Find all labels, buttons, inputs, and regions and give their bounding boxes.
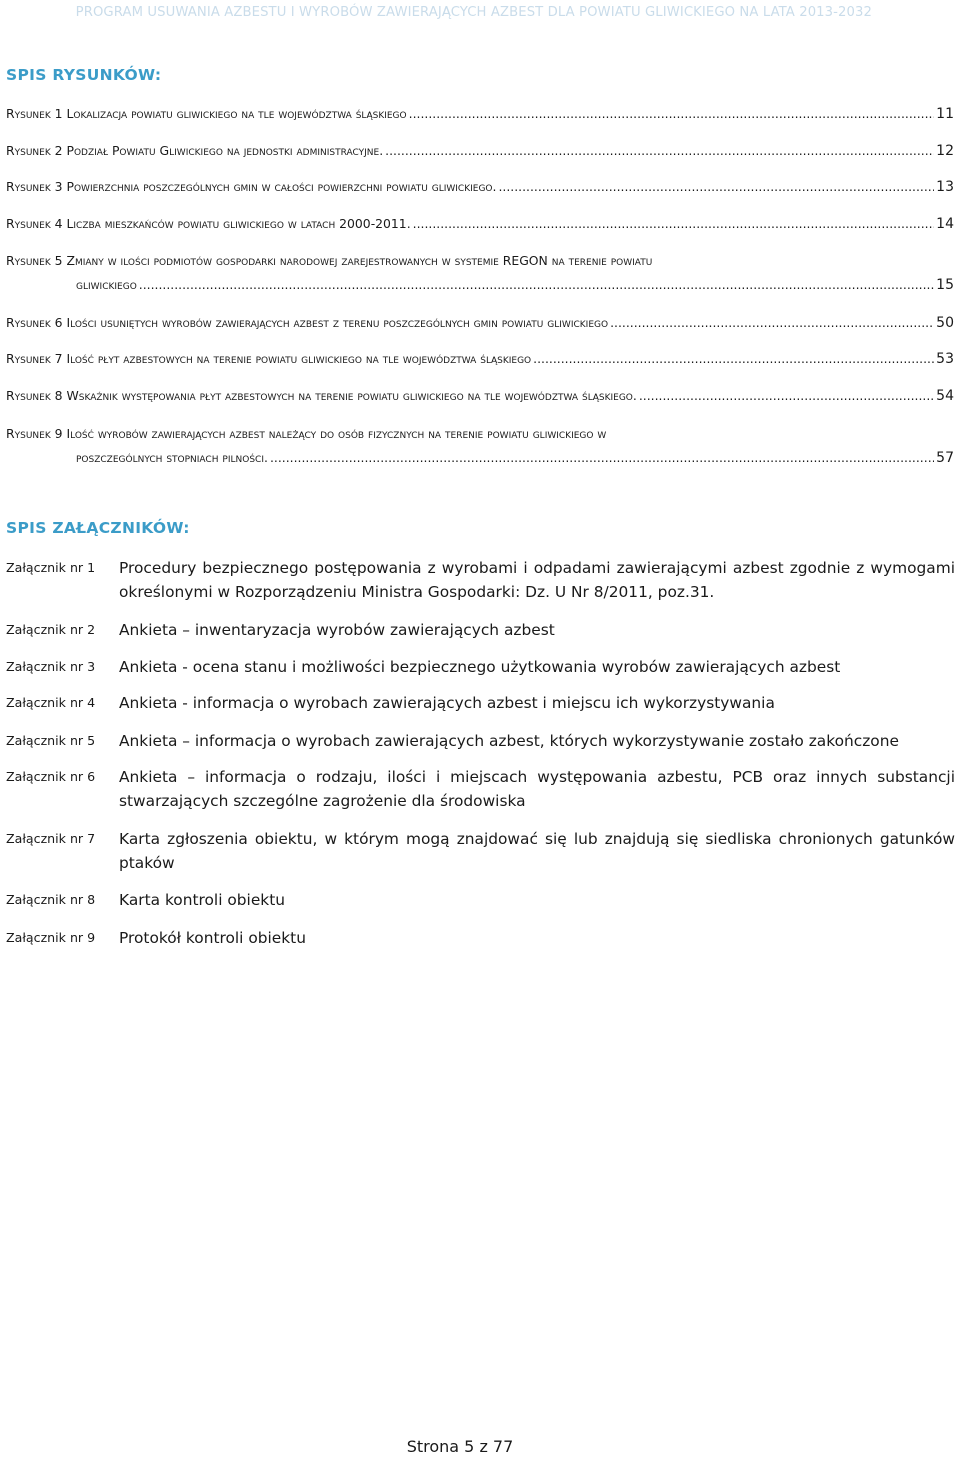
toc-entry-text: Rysunek 3 Powierzchnia poszczególnych gmin w całości powierzchni powiatu gliwickiego. xyxy=(6,179,497,194)
toc-page-number: 13 xyxy=(936,179,954,195)
toc-leader-dots xyxy=(610,311,934,335)
toc-page-number: 53 xyxy=(936,351,954,367)
toc-entry-figure-5[interactable] xyxy=(6,249,954,297)
toc-entry-text: Rysunek 9 Ilość wyrobów zawierających azbest należący do osób fizycznych na terenie powiatu gliwickiego w xyxy=(6,426,607,441)
attachment-label: Załącznik nr 3 xyxy=(6,659,96,674)
toc-entry-figure-2[interactable] xyxy=(6,139,954,163)
attachment-description: Ankieta - informacja o wyrobach zawierających azbest i miejscu ich wykorzystywania xyxy=(119,694,775,712)
toc-entry-figure-9[interactable] xyxy=(6,422,954,470)
toc-entry-continuation: poszczególnych stopniach pilności. xyxy=(76,450,268,465)
attachment-description: Ankieta - ocena stanu i możliwości bezpiecznego użytkowania wyrobów zawierających azbest xyxy=(119,658,841,676)
toc-entry-figure-7[interactable] xyxy=(6,347,954,371)
toc-leader-dots xyxy=(409,102,935,126)
attachment-label: Załącznik nr 6 xyxy=(6,769,96,784)
toc-leader-dots xyxy=(498,175,934,199)
toc-entry-continuation: gliwickiego xyxy=(76,277,137,292)
toc-entry-figure-1[interactable] xyxy=(6,102,954,126)
attachment-description: Procedury bezpiecznego postępowania z wyrobami i odpadami zawierającymi azbest zgodnie z wymogami określonymi w Rozporządzeniu Ministra Gospodarki: Dz. U Nr 8/2011, poz.31. xyxy=(119,559,955,601)
toc-entry-text: Rysunek 5 Zmiany w ilości podmiotów gospodarki narodowej zarejestrowanych w systemie REGON na terenie powiatu xyxy=(6,253,653,268)
toc-entry-text: Rysunek 4 Liczba mieszkańców powiatu gliwickiego w latach 2000-2011. xyxy=(6,216,411,231)
toc-leader-dots xyxy=(385,139,934,163)
toc-entry-text: Rysunek 2 Podział Powiatu Gliwickiego na jednostki administracyjne. xyxy=(6,143,384,158)
toc-entry-figure-6[interactable] xyxy=(6,311,954,335)
page-header xyxy=(0,0,960,30)
attachment-label: Załącznik nr 2 xyxy=(6,622,96,637)
attachment-description: Ankieta – informacja o wyrobach zawierających azbest, których wykorzystywanie zostało zakończone xyxy=(119,732,899,750)
toc-entry-figure-8[interactable] xyxy=(6,384,954,408)
toc-page-number: 50 xyxy=(936,315,954,331)
attachment-label: Załącznik nr 8 xyxy=(6,892,96,907)
toc-page-number: 15 xyxy=(936,277,954,293)
toc-leader-dots xyxy=(639,384,934,408)
toc-page-number: 14 xyxy=(936,216,954,232)
toc-entry-text: Rysunek 6 Ilości usuniętych wyrobów zawierających azbest z terenu poszczególnych gmin powiatu gliwickiego xyxy=(6,315,609,330)
toc-leader-dots xyxy=(413,212,935,236)
attachment-label: Załącznik nr 1 xyxy=(6,560,96,575)
attachment-label: Załącznik nr 9 xyxy=(6,930,96,945)
attachment-description: Karta zgłoszenia obiektu, w którym mogą znajdować się lub znajdują się siedliska chronionych gatunków ptaków xyxy=(119,830,955,872)
toc-leader-dots xyxy=(533,347,934,371)
page-footer xyxy=(0,1437,960,1456)
toc-entry-text: Rysunek 8 Wskaźnik występowania płyt azbestowych na terenie powiatu gliwickiego na tle województwa śląskiego. xyxy=(6,388,637,403)
attachments-heading: SPIS ZAŁĄCZNIKÓW: xyxy=(6,519,190,537)
toc-leader-dots xyxy=(139,273,934,297)
toc-page-number: 11 xyxy=(936,106,954,122)
toc-entry-figure-4[interactable] xyxy=(6,212,954,236)
attachment-label: Załącznik nr 4 xyxy=(6,695,96,710)
attachment-description: Ankieta – inwentaryzacja wyrobów zawierających azbest xyxy=(119,621,555,639)
page-number-label: Strona 5 z 77 xyxy=(406,1437,514,1456)
toc-page-number: 12 xyxy=(936,143,954,159)
figures-heading: SPIS RYSUNKÓW: xyxy=(6,66,162,84)
attachment-description: Karta kontroli obiektu xyxy=(119,891,285,909)
toc-page-number: 57 xyxy=(936,450,954,466)
toc-leader-dots xyxy=(270,446,934,470)
toc-entry-text: Rysunek 1 Lokalizacja powiatu gliwickiego na tle województwa śląskiego xyxy=(6,106,407,121)
toc-page-number: 54 xyxy=(936,388,954,404)
attachment-description: Ankieta – informacja o rodzaju, ilości i miejscach występowania azbestu, PCB oraz innych substancji stwarzających szczególne zagrożenie dla środowiska xyxy=(119,768,955,810)
attachment-description: Protokół kontroli obiektu xyxy=(119,929,306,947)
attachment-label: Załącznik nr 7 xyxy=(6,831,96,846)
document-title: PROGRAM USUWANIA AZBESTU I WYROBÓW ZAWIERAJĄCYCH AZBEST DLA POWIATU GLIWICKIEGO NA LATA 2013-2032 xyxy=(75,5,872,20)
attachment-label: Załącznik nr 5 xyxy=(6,733,96,748)
toc-entry-figure-3[interactable] xyxy=(6,175,954,199)
toc-entry-text: Rysunek 7 Ilość płyt azbestowych na terenie powiatu gliwickiego na tle województwa śląskiego xyxy=(6,351,532,366)
